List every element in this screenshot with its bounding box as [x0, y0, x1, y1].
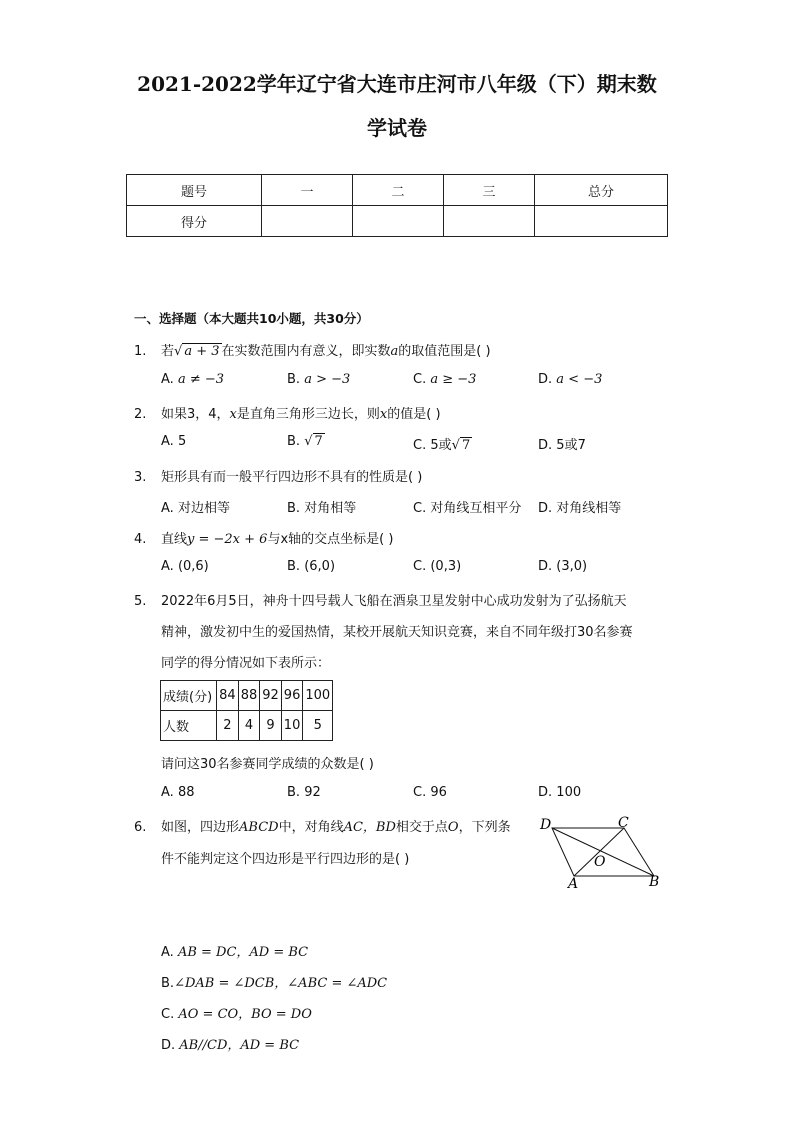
option-label: B.	[287, 559, 301, 574]
point-label-o: O	[594, 854, 606, 870]
q4-option-b[interactable]	[287, 559, 335, 574]
score-header-cell: 三	[444, 175, 535, 206]
option-text: 5或	[430, 438, 452, 453]
score-header-cell: 一	[262, 175, 353, 206]
question-number: 2.	[134, 407, 147, 422]
option-text: 88	[177, 785, 195, 800]
grades-cell: 100	[303, 681, 333, 711]
option-label: B.	[287, 501, 301, 516]
question-number: 1.	[134, 344, 147, 359]
vertex-label-c: C	[618, 815, 629, 831]
option-label: D.	[538, 501, 553, 516]
option-expr: ∠DAB = ∠DCB，∠ABC = ∠ADC	[174, 976, 388, 991]
question-number: 6.	[134, 820, 147, 835]
option-label: C.	[161, 1007, 175, 1022]
option-expr: a ≠ −3	[177, 372, 225, 387]
grades-cell: 84	[217, 681, 239, 711]
option-text: (6,0)	[304, 559, 336, 574]
option-expr: a < −3	[556, 372, 603, 387]
option-label: A.	[161, 945, 174, 960]
option-label: B.	[287, 434, 301, 449]
vertex-label-b: B	[649, 874, 660, 890]
radicand: 7	[461, 438, 471, 453]
grades-table	[160, 680, 333, 741]
q3-option-a[interactable]	[161, 497, 230, 516]
q6-math: ABCD	[239, 820, 279, 835]
q4-text-pre: 直线	[161, 532, 188, 547]
question-number: 5.	[134, 594, 147, 609]
option-label: D.	[538, 372, 553, 387]
q5-option-d[interactable]	[538, 785, 581, 800]
grades-cell: 成绩(分)	[161, 681, 217, 711]
q4-text-post: 与x轴的交点坐标是( )	[267, 532, 394, 547]
q6-text: ，下列条	[458, 820, 511, 835]
option-label: A.	[161, 785, 174, 800]
question-number: 4.	[134, 532, 147, 547]
q2-text-c: 的值是( )	[387, 407, 441, 422]
score-table-row	[127, 206, 668, 237]
exam-title-line2: 学试卷	[367, 116, 427, 140]
vertex-label-d: D	[540, 817, 552, 833]
radicand: 7	[314, 434, 323, 449]
q2-var2: x	[379, 407, 388, 422]
q2-option-c[interactable]	[413, 434, 472, 453]
q2-option-b[interactable]	[287, 434, 325, 449]
option-text: (3,0)	[556, 559, 588, 574]
option-text: 5	[177, 434, 187, 449]
option-expr: AB = DC，AD = BC	[177, 945, 309, 960]
option-label: A.	[161, 372, 174, 387]
score-header-cell: 总分	[535, 175, 668, 206]
option-expr: AO = CO，BO = DO	[178, 1007, 312, 1022]
option-label: B.	[287, 372, 301, 387]
question-3	[134, 466, 422, 485]
option-text: (0,6)	[177, 559, 209, 574]
option-label: B.	[287, 785, 301, 800]
option-label: A.	[161, 501, 174, 516]
grades-cell: 5	[303, 711, 333, 741]
option-expr: a > −3	[304, 372, 351, 387]
score-header-cell: 二	[353, 175, 444, 206]
q2-text-a: 如果3，4，	[161, 407, 230, 422]
q3-option-c[interactable]	[413, 497, 521, 516]
question-6	[134, 816, 511, 835]
q5-question: 请问这30名参赛同学成绩的众数是( )	[161, 757, 374, 772]
grades-cell: 88	[238, 681, 260, 711]
parallelogram-figure	[538, 814, 668, 890]
option-label: A.	[161, 559, 174, 574]
q4-option-a[interactable]	[161, 559, 209, 574]
radical-sign-icon: √	[451, 438, 460, 453]
sqrt-expression	[452, 438, 473, 453]
option-expr: a ≥ −3	[430, 372, 477, 387]
option-label: D.	[538, 438, 553, 453]
option-text: 96	[430, 785, 447, 800]
q1-var: a	[390, 344, 399, 359]
q1-option-c[interactable]	[413, 372, 476, 387]
option-text: 对角相等	[304, 501, 357, 516]
score-header-cell: 题号	[127, 175, 262, 206]
grades-cell: 2	[217, 711, 239, 741]
q4-option-d[interactable]	[538, 559, 587, 574]
q5-option-b[interactable]	[287, 785, 321, 800]
q6-option-a[interactable]	[161, 941, 308, 960]
sqrt-expression	[304, 434, 325, 449]
q1-option-a[interactable]	[161, 372, 224, 387]
grades-cell: 10	[281, 711, 303, 741]
exam-title-line1: 2021-2022学年辽宁省大连市庄河市八年级（下）期末数	[137, 72, 657, 96]
grades-cell: 人数	[161, 711, 217, 741]
option-label: C.	[413, 372, 427, 387]
score-cell	[262, 206, 353, 237]
question-text: 矩形具有而一般平行四边形不具有的性质是( )	[161, 470, 423, 485]
q6-text: 如图，四边形	[161, 820, 240, 835]
q5-option-c[interactable]	[413, 785, 447, 800]
option-text: 对角线互相平分	[430, 501, 522, 516]
q5-line1: 2022年6月5日，神舟十四号载人飞船在酒泉卫星发射中心成功发射为了弘扬航天	[161, 594, 627, 609]
q2-option-d[interactable]	[538, 434, 586, 453]
option-text: 92	[304, 785, 321, 800]
option-label: D.	[538, 785, 553, 800]
option-label: D.	[538, 559, 553, 574]
option-label: D.	[161, 1038, 176, 1053]
option-text: 对边相等	[177, 501, 230, 516]
option-label: C.	[413, 785, 427, 800]
q6-option-c[interactable]	[161, 1003, 312, 1022]
option-label: C.	[413, 559, 427, 574]
q6-option-d[interactable]	[161, 1034, 299, 1053]
grades-cell: 92	[260, 681, 282, 711]
q1-text-post2: 的取值范围是( )	[398, 344, 491, 359]
score-row-label: 得分	[127, 206, 262, 237]
q6-math: AC，BD	[343, 820, 396, 835]
q3-option-d[interactable]	[538, 497, 621, 516]
score-table-header-row	[127, 175, 668, 206]
q6-option-b[interactable]	[161, 972, 387, 991]
option-text: 100	[556, 785, 582, 800]
score-cell	[353, 206, 444, 237]
vertex-label-a: A	[568, 876, 579, 890]
radical-sign-icon: √	[304, 434, 313, 449]
option-text: 对角线相等	[556, 501, 622, 516]
q2-text-b: 是直角三角形三边长，则	[236, 407, 380, 422]
option-expr: AB//CD，AD = BC	[179, 1038, 300, 1053]
q5-line2: 精神，激发初中生的爱国热情，某校开展航天知识竞赛，来自不同年级打30名参赛	[161, 625, 633, 640]
score-table	[126, 174, 668, 237]
grades-cell: 4	[238, 711, 260, 741]
q1-option-b[interactable]	[287, 372, 350, 387]
q2-var: x	[229, 407, 237, 422]
radicand: a + 3	[184, 344, 220, 359]
question-4	[134, 528, 393, 547]
question-5	[134, 590, 627, 609]
section-heading: 一、选择题（本大题共10小题，共30分）	[134, 311, 369, 326]
q1-option-d[interactable]	[538, 372, 602, 387]
q6-line2: 件不能判定这个四边形是平行四边形的是( )	[161, 852, 410, 867]
q1-text-post: 在实数范围内有意义，即实数	[221, 344, 391, 359]
option-label: A.	[161, 434, 174, 449]
option-label: C.	[413, 438, 427, 453]
grades-row-counts	[161, 711, 333, 741]
q4-expr: y = −2x + 6	[187, 532, 268, 547]
q6-math: O	[447, 820, 459, 835]
radical-sign-icon: √	[174, 344, 183, 359]
q6-text: 中，对角线	[278, 820, 344, 835]
grades-cell: 96	[281, 681, 303, 711]
sqrt-expression	[174, 344, 221, 359]
option-text: 5或7	[556, 438, 586, 453]
q1-text-pre: 若	[161, 344, 175, 359]
q3-option-b[interactable]	[287, 497, 356, 516]
q5-option-a[interactable]	[161, 785, 194, 800]
q5-line3: 同学的得分情况如下表所示：	[161, 656, 331, 671]
option-label: C.	[413, 501, 427, 516]
option-text: (0,3)	[430, 559, 462, 574]
question-1	[134, 340, 491, 359]
q4-option-c[interactable]	[413, 559, 461, 574]
q6-text: 相交于点	[395, 820, 448, 835]
score-cell	[535, 206, 668, 237]
question-number: 3.	[134, 470, 147, 485]
q2-option-a[interactable]	[161, 434, 186, 449]
grades-row-scores	[161, 681, 333, 711]
grades-cell: 9	[260, 711, 282, 741]
score-cell	[444, 206, 535, 237]
question-2	[134, 403, 441, 422]
option-label: B.	[161, 976, 175, 991]
